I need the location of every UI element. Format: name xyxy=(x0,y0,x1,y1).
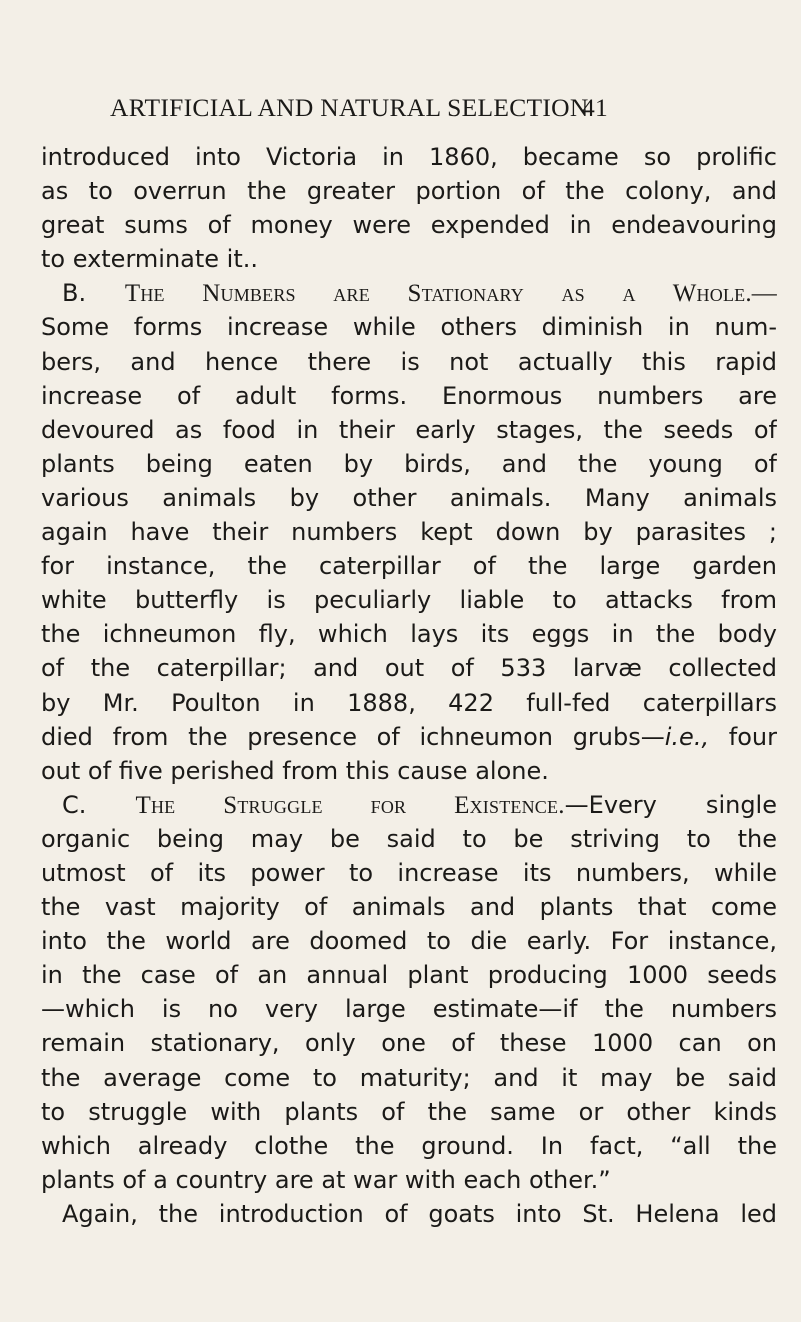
text-line: by Mr. Poulton in 1888, 422 full-fed caterpillars xyxy=(41,688,777,717)
text-line: remain stationary, only one of these 1000 can on xyxy=(41,1029,777,1058)
running-head-title: ARTIFICIAL AND NATURAL SELECTION xyxy=(110,93,589,122)
text-line: introduced into Victoria in 1860, became so prolific xyxy=(41,143,777,171)
text-line: bers, and hence there is not actually this rapid xyxy=(41,347,777,376)
text-line: of the caterpillar; and out of 533 larvæ collected xyxy=(41,654,777,683)
section-c-heading: The Struggle for Existence. xyxy=(135,791,565,819)
section-c-letter: C. xyxy=(62,790,87,819)
section-b-letter: B. xyxy=(62,279,87,308)
text-line: —which is no very large estimate—if the numbers xyxy=(41,995,777,1024)
text-line: for instance, the caterpillar of the large garden xyxy=(41,552,777,581)
text-line: into the world are doomed to die early. For instance, xyxy=(41,927,777,956)
text-line: which already clothe the ground. In fact, “all the xyxy=(41,1131,777,1160)
text-line: as to overrun the greater portion of the colony, and xyxy=(41,177,777,206)
text-line: various animals by other animals. Many animals xyxy=(41,483,777,512)
text-line: in the case of an annual plant producing 1000 seeds xyxy=(41,961,777,990)
text-line: to struggle with plants of the same or other kinds xyxy=(41,1097,777,1126)
text-line: organic being may be said to be striving to the xyxy=(41,824,777,853)
text-line: the average come to maturity; and it may be said xyxy=(41,1063,777,1092)
text-line: plants being eaten by birds, and the young of xyxy=(41,449,777,478)
text-segment: —Every single xyxy=(564,790,777,819)
page-number: 41 xyxy=(582,93,609,122)
text-segment: died from the presence of ichneumon grubs— xyxy=(41,722,665,751)
text-line: to exterminate it.. xyxy=(41,245,258,274)
text-line: increase of adult forms. Enormous numbers are xyxy=(41,381,777,410)
text-line: great sums of money were expended in endeavouring xyxy=(41,211,777,240)
text-segment: four xyxy=(728,722,777,751)
body-text xyxy=(41,140,777,1231)
italic-abbreviation: i.e., xyxy=(664,722,710,751)
text-line-with-italic xyxy=(41,720,777,754)
text-line: Some forms increase while others diminish in num- xyxy=(41,313,777,342)
section-c-heading-line xyxy=(41,788,777,822)
text-line: the vast majority of animals and plants that come xyxy=(41,893,777,922)
text-line: devoured as food in their early stages, the seeds of xyxy=(41,415,777,444)
text-line: Again, the introduction of goats into St. Helena led xyxy=(62,1199,777,1228)
text-line: again have their numbers kept down by parasites ; xyxy=(41,518,777,547)
section-b-heading: The Numbers are Stationary as a Whole.— xyxy=(124,280,777,308)
text-line: white butterfly is peculiarly liable to attacks from xyxy=(41,586,777,615)
text-line: out of five perished from this cause alone. xyxy=(41,756,549,785)
text-line: utmost of its power to increase its numbers, while xyxy=(41,858,777,887)
section-b-heading-line xyxy=(41,276,777,310)
text-line: plants of a country are at war with each other.” xyxy=(41,1165,611,1194)
text-line: the ichneumon fly, which lays its eggs in the body xyxy=(41,620,777,649)
